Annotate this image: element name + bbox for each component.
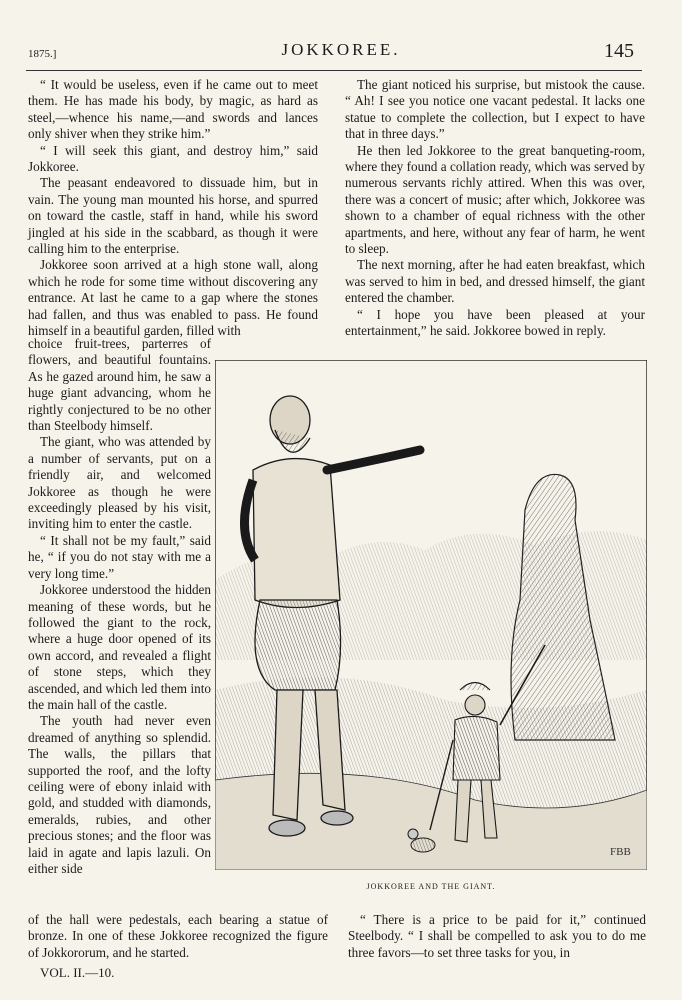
paragraph: The youth had never even dreamed of anything so splendid. The walls, the pillars that supported the roof, and the lofty ceiling were of ebony inlaid with gold, and studded with diamonds, emeralds, rubies, and other precious stones; and the floor was laid in agate and lapis lazuli. On either side — [28, 713, 211, 876]
right-column-top — [345, 77, 645, 340]
header-year: 1875.] — [28, 48, 57, 60]
right-column-bottom — [348, 912, 646, 961]
paragraph: The next morning, after he had eaten breakfast, which was served to him in bed, and dressed himself, the giant entered the chamber. — [345, 257, 645, 306]
paragraph: “ There is a price to be paid for it,” continued Steelbody. “ I shall be compelled to ask you to do me three favors—to set three tasks for you, in — [348, 912, 646, 960]
artist-monogram: FBB — [610, 846, 631, 858]
paragraph-continued: choice fruit-trees, parterres of flowers, and beautiful fountains. As he gazed around him, he saw a huge giant advancing, whom he rightly conjectured to be no other than Steelbody himself. — [28, 336, 211, 434]
paragraph-continued: of the hall were pedestals, each bearing a statue of bronze. In one of these Jokkoree recognized the figure of Jokkororum, and he started. — [28, 912, 328, 960]
left-column-narrow — [28, 336, 211, 877]
paragraph: The giant, who was attended by a number of servants, put on a friendly air, and welcomed Jokkoree as though he were exceedingly pleased by his visit, inviting him to enter the castle. — [28, 434, 211, 532]
header-title: JOKKOREE. — [281, 40, 401, 59]
paragraph: “ It shall not be my fault,” said he, “ if you do not stay with me a very long time.” — [28, 532, 211, 581]
illustration-caption: JOKKOREE AND THE GIANT. — [366, 882, 496, 891]
paragraph: “ It would be useless, even if he came out to meet them. He has made his body, by magic, as hard as steel,—whence his name,—and swords and lances only shiver when they strike him.” — [28, 77, 318, 142]
paragraph: He then led Jokkoree to the great banqueting-room, where they found a collation ready, which was served by numerous servants richly attired. When this was over, there was a concert of music; after which, Jokkoree was shown to a chamber of equal richness with the other apartments, and here, without any fear of harm, he went to sleep. — [345, 142, 645, 257]
paragraph: “ I will seek this giant, and destroy him,” said Jokkoree. — [28, 142, 318, 175]
signature-mark: VOL. II.—10. — [40, 965, 115, 980]
left-column-top — [28, 77, 318, 340]
engraving-illustration — [215, 360, 647, 870]
paragraph: The peasant endeavored to dissuade him, but in vain. The young man mounted his horse, and spurred on toward the castle, staff in hand, while his sword jingled at his side in the scabbard, as though it were calling him to the enterprise. — [28, 175, 318, 257]
paragraph: Jokkoree soon arrived at a high stone wall, along which he rode for some time without discovering any entrance. At last he came to a gap where the stones had fallen, and thus was enabled to pass. He found himself in a beautiful garden, filled with — [28, 257, 318, 339]
left-column-bottom — [28, 912, 328, 961]
page-number: 145 — [604, 40, 634, 62]
paragraph: Jokkoree understood the hidden meaning of these words, but he followed the giant to the rock, where a huge door opened of its own accord, and revealed a flight of stone steps, which they ascended, and which led them into the main hall of the castle. — [28, 582, 211, 712]
header-rule — [26, 70, 642, 71]
paragraph: The giant noticed his surprise, but mistook the cause. “ Ah! I see you notice one vacant pedestal. It lacks one statue to complete the collection, but I expect to have that in three days.” — [345, 77, 645, 142]
paragraph: “ I hope you have been pleased at your entertainment,” he said. Jokkoree bowed in reply. — [345, 306, 645, 339]
